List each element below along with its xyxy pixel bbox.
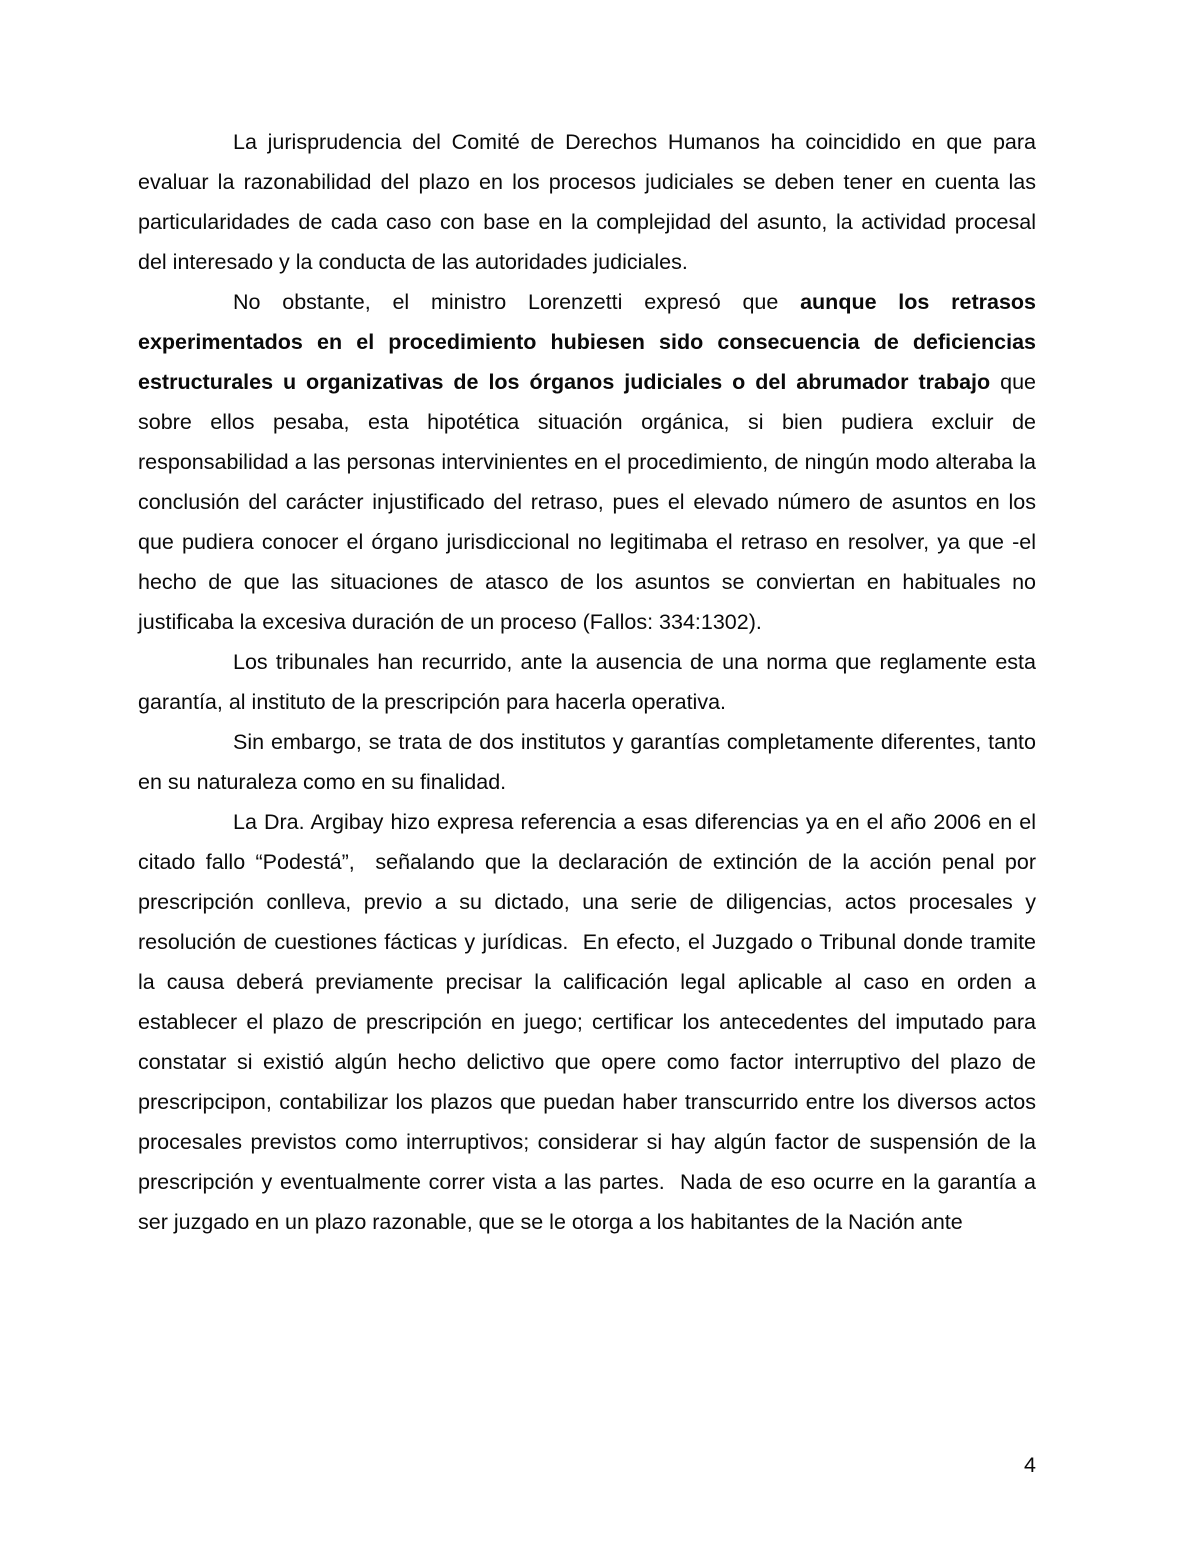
paragraph-text: Los tribunales han recurrido, ante la ausencia de una norma que reglamente esta garantía, al instituto de la prescripción para hacerla operativa. — [138, 650, 1042, 714]
paragraph-tribunales — [138, 642, 1042, 722]
document-body — [138, 122, 1042, 1242]
paragraph-text: La jurisprudencia del Comité de Derechos Humanos ha coincidido en que para evaluar la razonabilidad del plazo en los procesos judiciales se deben tener en cuenta las particularidades de cada caso con base en la complejidad del asunto, la actividad procesal del interesado y la conducta de las autoridades judiciales. — [138, 130, 1042, 274]
paragraph-text: No obstante, el ministro Lorenzetti expresó que — [233, 290, 801, 314]
bold-emphasis: aunque los retrasos experimentados en el procedimiento hubiesen sido consecuencia de deficiencias estructurales u organizativas de los órganos judiciales o del abrumador trabajo — [138, 290, 1042, 394]
paragraph-lorenzetti — [138, 282, 1042, 642]
paragraph-text: que sobre ellos pesaba, esta hipotética situación orgánica, si bien pudiera excluir de responsabilidad a las personas intervinientes en el procedimiento, de ningún modo alteraba la conclusión del carácter injustificado del retraso, pues el elevado número de asuntos en los que pudiera conocer el órgano jurisdiccional no legitimaba el retraso en resolver, ya que -el hecho de que las situaciones de atasco de los asuntos se conviertan en habituales no justificaba la excesiva duración de un proceso (Fallos: 334:1302). — [138, 370, 1042, 634]
paragraph-text: Sin embargo, se trata de dos institutos y garantías completamente diferentes, tanto en su naturaleza como en su finalidad. — [138, 730, 1042, 794]
paragraph-text: La Dra. Argibay hizo expresa referencia a esas diferencias ya en el año 2006 en el citado fallo “Podestá”, señalando que la declaración de extinción de la acción penal por prescripción conlleva, previo a su dictado, una serie de diligencias, actos procesales y resolución de cuestiones fácticas y jurídicas. En efecto, el Juzgado o Tribunal donde tramite la causa deberá previamente precisar la calificación legal aplicable al caso en orden a establecer el plazo de prescripción en juego; certificar los antecedentes del imputado para constatar si existió algún hecho delictivo que opere como factor interruptivo del plazo de prescripcipon, contabilizar los plazos que puedan haber transcurrido entre los diversos actos procesales previstos como interruptivos; considerar si hay algún factor de suspensión de la prescripción y eventualmente correr vista a las partes. Nada de eso ocurre en la garantía a ser juzgado en un plazo razonable, que se le otorga a los habitantes de la Nación ante — [138, 810, 1042, 1234]
paragraph-jurisprudencia — [138, 122, 1042, 282]
paragraph-sin-embargo — [138, 722, 1042, 802]
page-number: 4 — [1024, 1453, 1036, 1477]
paragraph-argibay — [138, 802, 1042, 1242]
